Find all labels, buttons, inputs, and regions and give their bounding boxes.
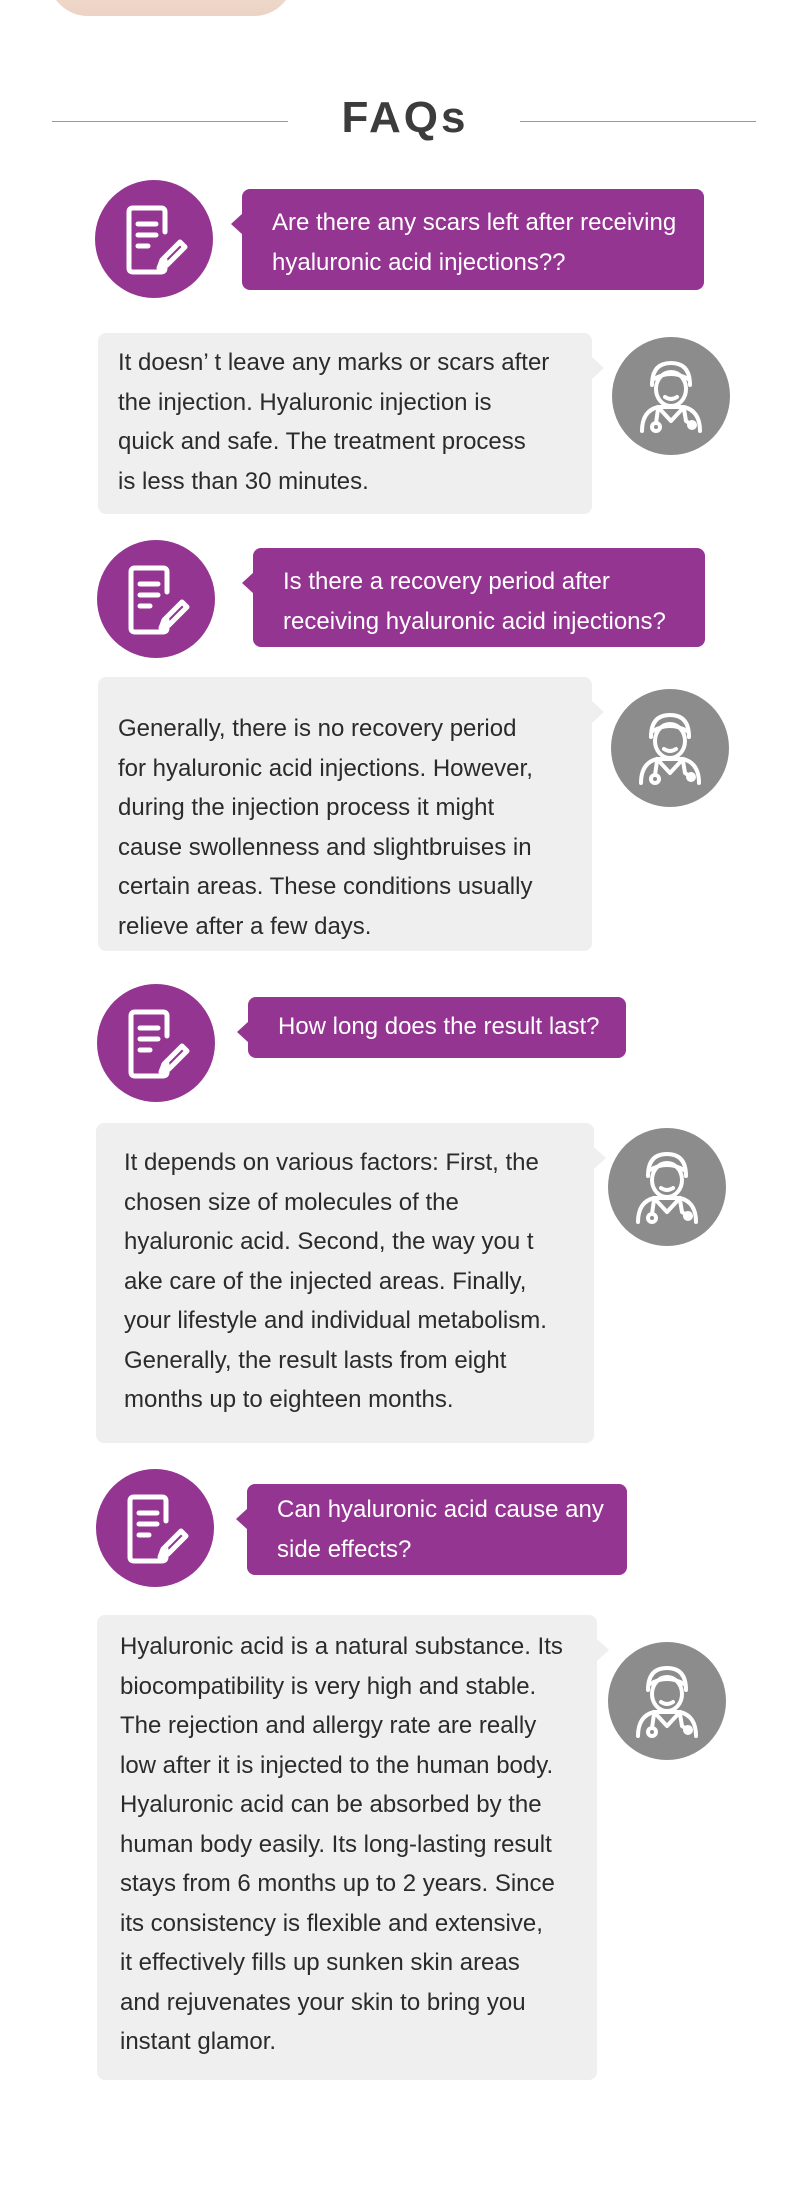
answer-text: The rejection and allergy rate are really — [120, 1712, 537, 1739]
doctor-avatar-icon — [611, 689, 729, 807]
answer-text: ake care of the injected areas. Finally, — [124, 1267, 527, 1295]
question-bubble-3[interactable] — [248, 997, 626, 1058]
answer-text: is less than 30 minutes. — [118, 467, 369, 495]
question-text: Are there any scars left after receiving — [272, 209, 677, 236]
question-document-icon — [95, 180, 213, 298]
answer-text: during the injection process it might — [118, 794, 495, 821]
answer-text: for hyaluronic acid injections. However, — [118, 754, 533, 782]
question-document-icon — [97, 540, 215, 658]
answer-text: low after it is injected to the human body. — [120, 1751, 554, 1779]
hero-image-fragment — [48, 0, 294, 16]
answer-text: Hyaluronic acid can be absorbed by the — [120, 1791, 542, 1818]
answer-bubble-3 — [96, 1123, 594, 1443]
section-title: FAQs — [341, 93, 469, 142]
answer-text: human body easily. Its long-lasting result — [120, 1830, 552, 1858]
answer-text: certain areas. These conditions usually — [118, 873, 533, 900]
question-bubble-4[interactable] — [247, 1484, 627, 1575]
answer-text: It depends on various factors: First, the — [124, 1149, 539, 1176]
question-text: How long does the result last? — [278, 1013, 600, 1040]
answer-bubble-4 — [97, 1615, 597, 2080]
question-bubble-1[interactable] — [242, 189, 704, 290]
question-text: receiving hyaluronic acid injections? — [283, 608, 666, 635]
answer-text: hyaluronic acid. Second, the way you t — [124, 1228, 534, 1255]
answer-bubble-2 — [98, 677, 592, 951]
answer-text: its consistency is flexible and extensive, — [120, 1909, 543, 1937]
answer-text: months up to eighteen months. — [124, 1386, 454, 1413]
answer-text: relieve after a few days. — [118, 912, 372, 940]
question-text: Can hyaluronic acid cause any — [277, 1496, 604, 1523]
answer-text: chosen size of molecules of the — [124, 1188, 459, 1216]
answer-text: Hyaluronic acid is a natural substance. Its — [120, 1633, 563, 1660]
question-text: Is there a recovery period after — [283, 568, 610, 595]
answer-text: it effectively fills up sunken skin areas — [120, 1949, 520, 1976]
question-text: side effects? — [277, 1536, 412, 1563]
answer-text: biocompatibility is very high and stable. — [120, 1672, 537, 1700]
doctor-avatar-icon — [608, 1128, 726, 1246]
doctor-avatar-icon — [608, 1642, 726, 1760]
answer-bubble-1 — [98, 333, 592, 514]
answer-text: instant glamor. — [120, 2028, 277, 2055]
answer-text: Generally, the result lasts from eight — [124, 1346, 507, 1374]
question-bubble-2[interactable] — [253, 548, 705, 647]
answer-text: stays from 6 months up to 2 years. Since — [120, 1870, 555, 1897]
title-divider-right — [520, 121, 756, 122]
question-text: hyaluronic acid injections?? — [272, 249, 566, 276]
question-document-icon — [96, 1469, 214, 1587]
answer-text: and rejuvenates your skin to bring you — [120, 1988, 526, 2016]
answer-text: the injection. Hyaluronic injection is — [118, 388, 492, 416]
doctor-avatar-icon — [612, 337, 730, 455]
answer-text: It doesn’ t leave any marks or scars after — [118, 349, 550, 376]
answer-text: quick and safe. The treatment process — [118, 428, 526, 455]
question-document-icon — [97, 984, 215, 1102]
answer-text: Generally, there is no recovery period — [118, 715, 517, 742]
answer-text: your lifestyle and individual metabolism. — [124, 1307, 547, 1334]
answer-text: cause swollenness and slightbruises in — [118, 833, 532, 861]
